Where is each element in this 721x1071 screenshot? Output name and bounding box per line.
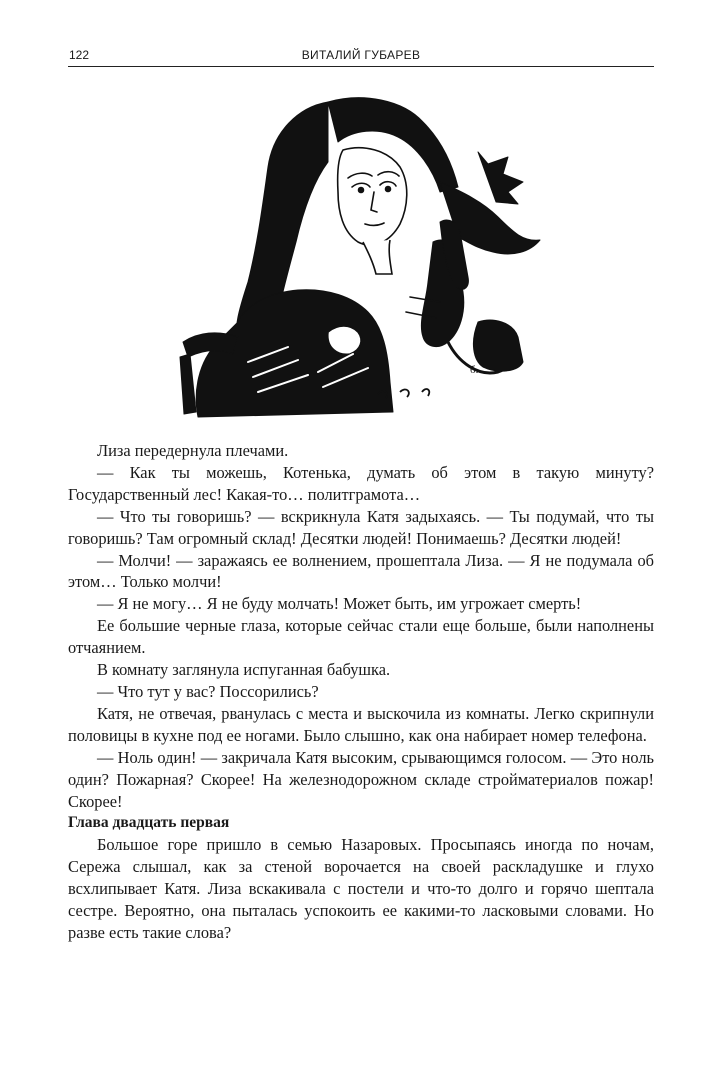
- paragraph: Катя, не отвечая, рванулась с места и выскочила из комнаты. Легко скрипнули половицы в кухне под ее ногами. Было слышно, как она набирает номер телефона.: [68, 703, 654, 745]
- running-header: [68, 46, 654, 67]
- paragraph: — Как ты можешь, Котенька, думать об этом в такую минуту? Государственный лес! Какая-то… политграмота…: [68, 462, 654, 504]
- body-text: [68, 440, 654, 944]
- illustration-signature: б.: [470, 364, 479, 376]
- paragraph: В комнату заглянула испуганная бабушка.: [97, 660, 391, 680]
- paragraph: Большое горе пришло в семью Назаровых. Просыпаясь иногда по ночам, Сережа слышал, как за стеной ворочается на своей раскладушке и глухо всхлипывает Катя. Лиза вскакивала с постели и что-то долго и горячо шептала сестре. Вероятно, она пыталась успокоить ее какими-то ласковыми словами. Но разве есть такие слова?: [68, 835, 654, 942]
- paragraph: — Ноль один! — закричала Катя высоким, срывающимся голосом. — Это ноль один? Пожарная? Скорее! На железнодорожном складе стройматериалов пожар! Скорее!: [68, 747, 654, 811]
- paragraph: — Я не могу… Я не буду молчать! Может быть, им угрожает смерть!: [97, 594, 582, 614]
- running-title: ВИТАЛИЙ ГУБАРЕВ: [301, 48, 421, 62]
- page-number: 122: [69, 48, 90, 62]
- paragraph: Ее большие черные глаза, которые сейчас стали еще больше, были наполнены отчаянием.: [68, 616, 654, 658]
- chapter-title: Глава двадцать первая: [68, 814, 230, 832]
- paragraph: — Молчи! — заражаясь ее волнением, прошептала Лиза. — Я не подумала об этом… Только молчи!: [68, 550, 654, 592]
- girl-with-telephone-icon: [178, 92, 550, 424]
- paragraph: Лиза передернула плечами.: [97, 441, 289, 460]
- paragraph: — Что ты говоришь? — вскрикнула Катя задыхаясь. — Ты подумай, что ты говоришь? Там огромный склад! Десятки людей! Понимаешь? Десятки людей!: [68, 506, 654, 548]
- paragraph: — Что тут у вас? Поссорились?: [97, 681, 319, 701]
